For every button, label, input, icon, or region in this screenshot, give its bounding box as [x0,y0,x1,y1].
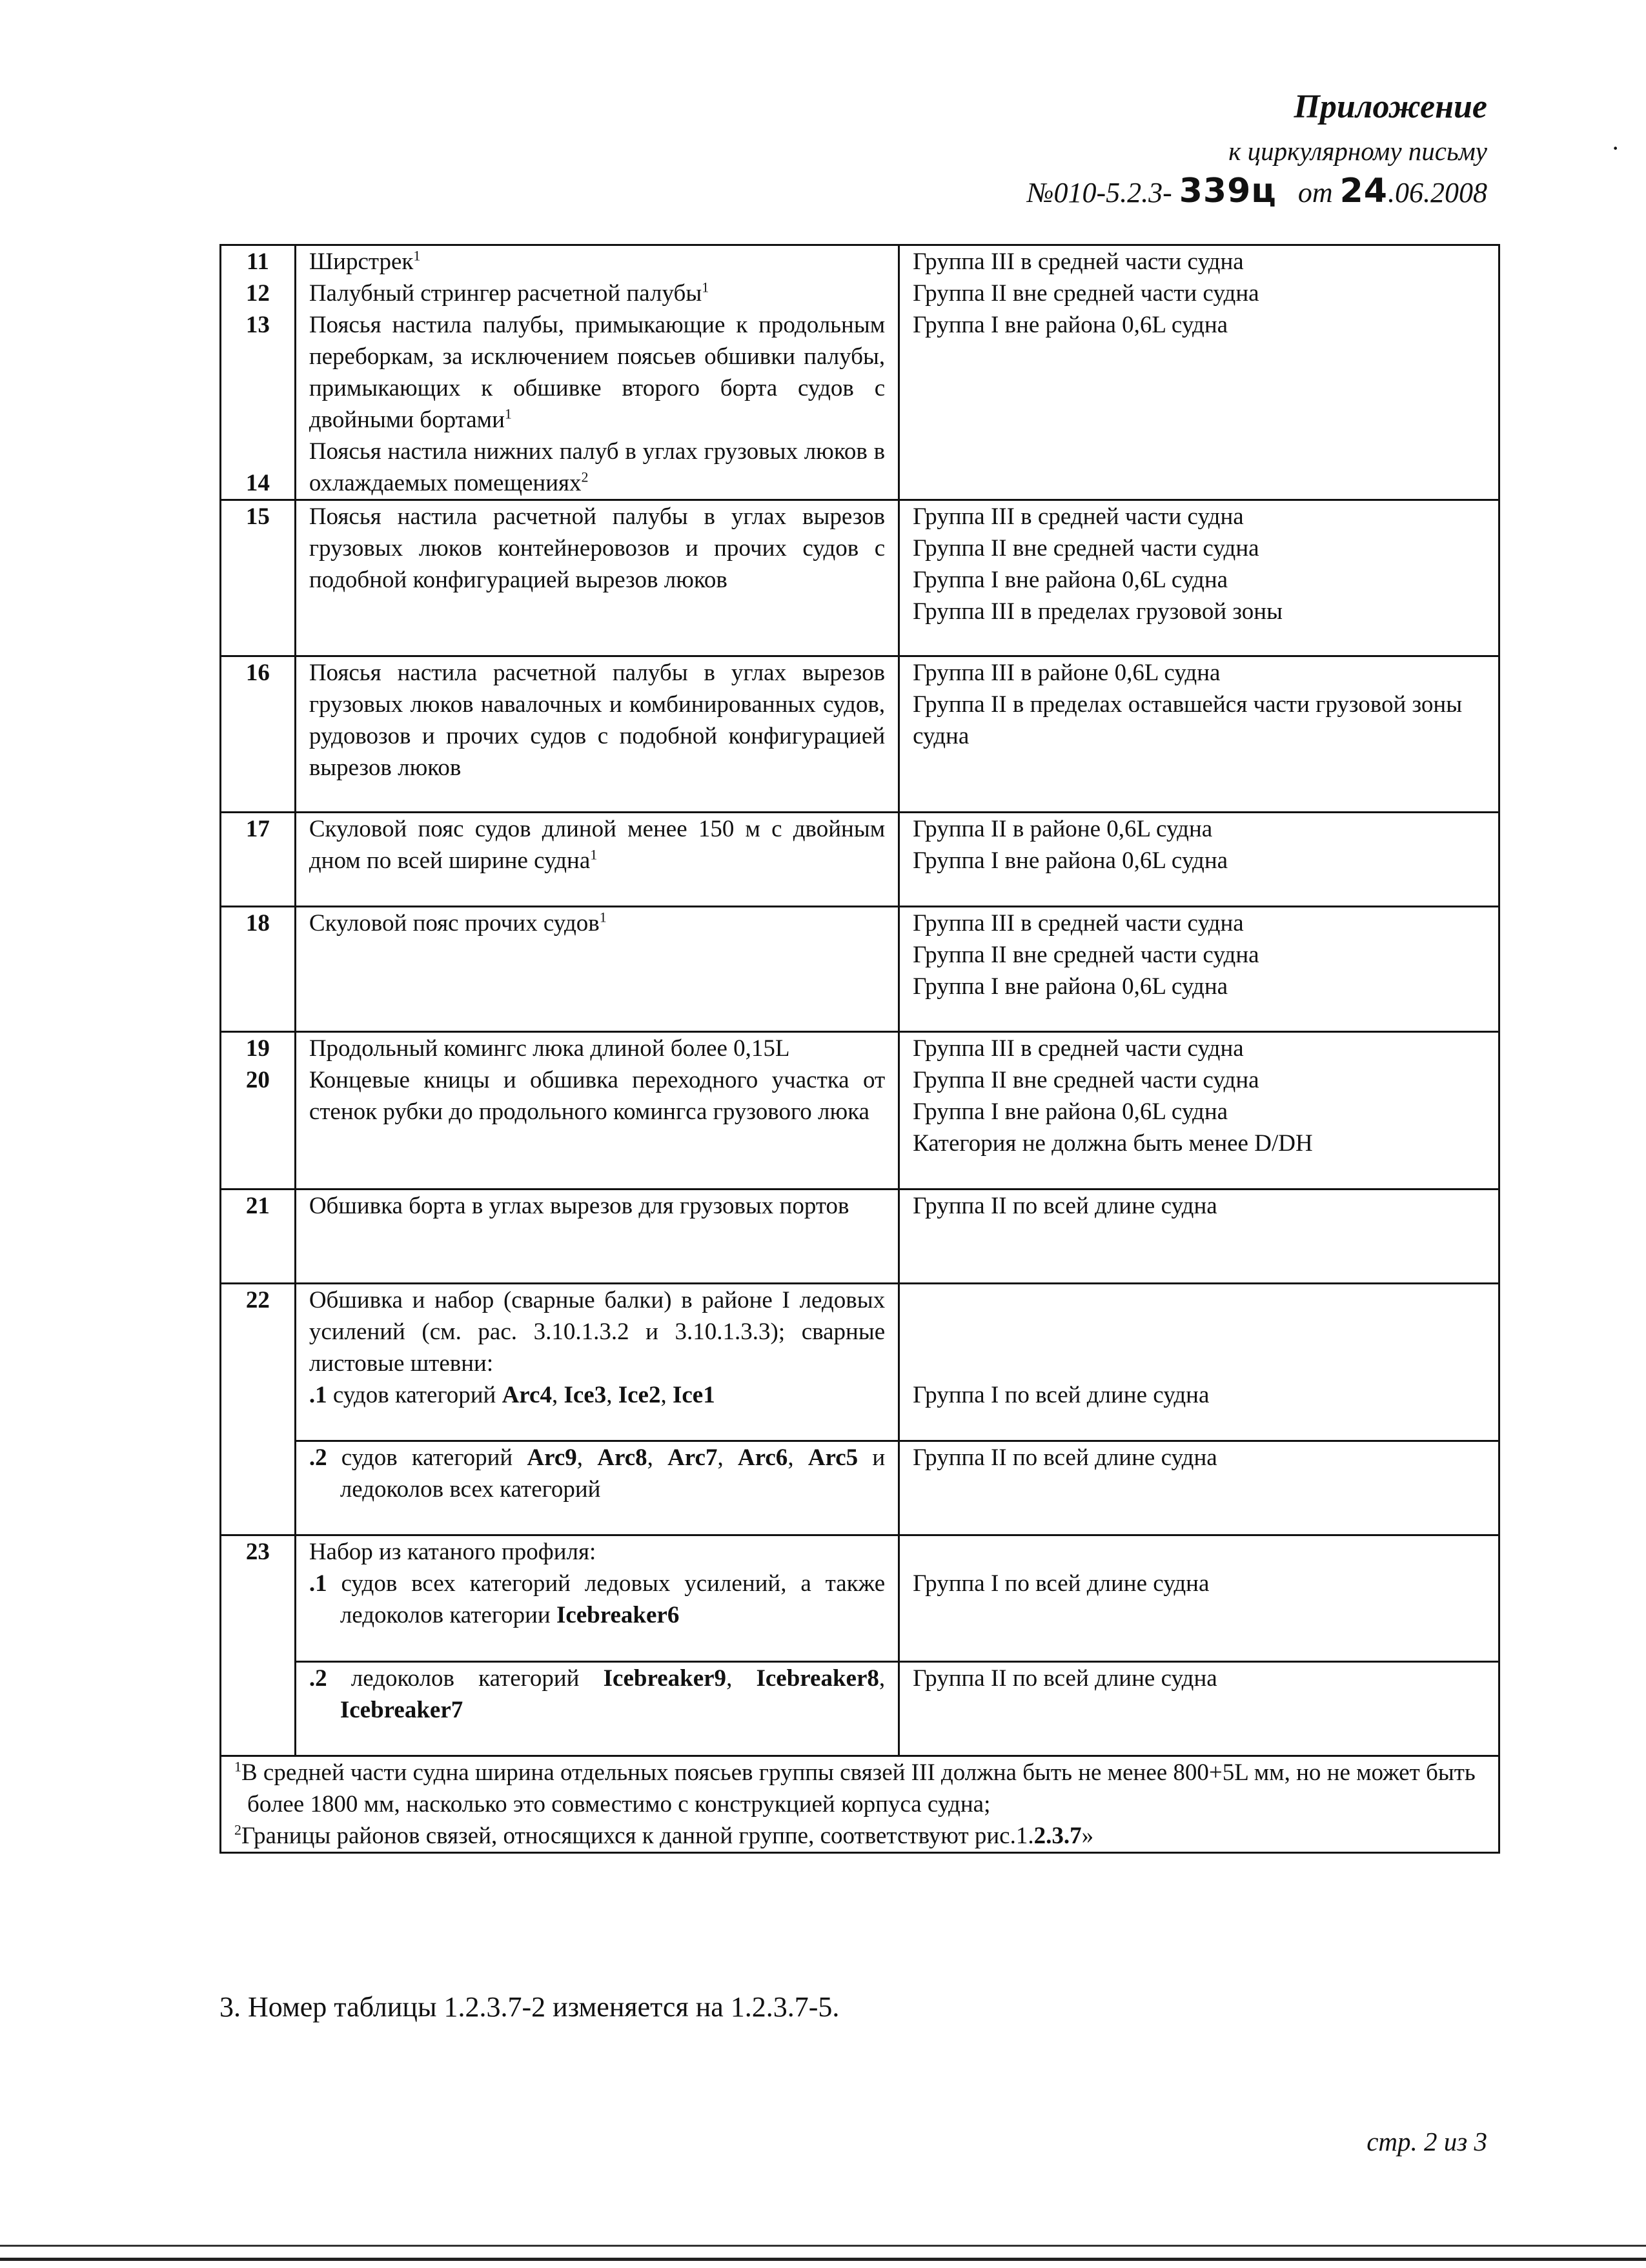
bottom-rule [0,2258,1646,2261]
stray-mark: · [1611,134,1620,163]
table-row [221,813,1499,907]
ref-from: от [1297,177,1333,208]
row-number-cell: 22 [221,1284,296,1535]
group-cell: Группа I по всей длине судна [899,1284,1499,1441]
table-row [221,1441,1499,1535]
group-cell: Группа III в средней части судна Группа II вне средней части судна Группа I вне района 0,6L судна [899,245,1499,500]
page-number: стр. 2 из 3 [1367,2127,1487,2156]
description-cell: Скуловой пояс судов длиной менее 150 м с двойным дном по всей ширине судна$^1$ [295,813,899,907]
handwritten-day: 24 [1339,172,1388,210]
group-cell: Группа II по всей длине судна [899,1662,1499,1756]
footnote-2: $^2$Границы районов связей, относящихся к данной группе, соответствуют рис.1.2.3.7» [234,1821,1094,1849]
structural-members-table [219,244,1500,1854]
description-cell: Набор из катаного профиля: .1 судов всех категорий ледовых усилений, а также ледоколов категории Icebreaker6 [295,1535,899,1662]
row-number-cell: 19 20 [221,1032,296,1190]
table-row [221,907,1499,1032]
table-row [221,245,1499,500]
group-cell: Группа I по всей длине судна [899,1535,1499,1662]
group-cell: Группа II по всей длине судна [899,1190,1499,1284]
row-number-cell: 15 [221,500,296,656]
letter-reference [1027,170,1487,214]
group-cell: Группа III в средней части судна Группа II вне средней части судна Группа I вне района 0,6L судна Группа III в пределах грузовой зоны [899,500,1499,656]
table-row [221,1190,1499,1284]
description-cell: Обшивка борта в углах вырезов для грузовых портов [295,1190,899,1284]
description-cell: Обшивка и набор (сварные балки) в районе I ледовых усилений (см. рас. 3.10.1.3.2 и 3.10.1.3.3); сварные листовые штевни: .1 судов категорий Arc4, Ice3, Ice2, Ice1 [295,1284,899,1441]
bottom-rule [0,2245,1646,2247]
description-cell: Скуловой пояс прочих судов$^1$ [295,907,899,1032]
footnote-1: $^1$В средней части судна ширина отдельных поясьев группы связей III должна быть не менее 800+5L мм, но не может быть более 1800 мм, насколько это совместимо с конструкцией корпуса судна; [234,1758,1476,1817]
description-cell: .2 ледоколов категорий Icebreaker9, Icebreaker8, Icebreaker7 [295,1662,899,1756]
row-number-cell: 23 [221,1535,296,1756]
handwritten-ref-number: 339ц [1179,172,1277,210]
row-number-cell: 16 [221,656,296,813]
table-row [221,1535,1499,1662]
group-cell: Группа II в районе 0,6L судна Группа I вне района 0,6L судна [899,813,1499,907]
table-row [221,1032,1499,1190]
table-row [221,1662,1499,1756]
amendment-item-3: 3. Номер таблицы 1.2.3.7-2 изменяется на 1.2.3.7-5. [219,1991,840,2023]
appendix-subtitle: к циркулярному письму [1228,136,1487,166]
table-row [221,500,1499,656]
description-cell: Продольный комингс люка длиной более 0,15L Концевые кницы и обшивка переходного участка от стенок рубки до продольного комингса грузового люка [295,1032,899,1190]
group-cell: Группа III в районе 0,6L судна Группа II в пределах оставшейся части грузовой зоны судна [899,656,1499,813]
group-cell: Группа III в средней части судна Группа II вне средней части судна Группа I вне района 0,6L судна Категория не должна быть менее D/DH [899,1032,1499,1190]
ref-date-rest: .06.2008 [1388,177,1487,208]
description-cell: Поясья настила расчетной палубы в углах вырезов грузовых люков контейнеровозов и прочих судов с подобной конфигурацией вырезов люков [295,500,899,656]
ref-prefix: №010-5.2.3- [1026,177,1172,208]
appendix-title: Приложение [1294,88,1487,125]
footnotes-cell [221,1756,1499,1853]
document-header [1027,83,1487,214]
group-cell: Группа II по всей длине судна [899,1441,1499,1535]
group-cell: Группа III в средней части судна Группа II вне средней части судна Группа I вне района 0,6L судна [899,907,1499,1032]
table-row [221,656,1499,813]
row-number-cell: 18 [221,907,296,1032]
table-row [221,1284,1499,1441]
description-cell: Поясья настила расчетной палубы в углах вырезов грузовых люков навалочных и комбинированных судов, рудовозов и прочих судов с подобной конфигурацией вырезов люков [295,656,899,813]
row-number-cell: 21 [221,1190,296,1284]
description-cell: .2 судов категорий Arc9, Arc8, Arc7, Arc6, Arc5 и ледоколов всех категорий [295,1441,899,1535]
footnotes-row [221,1756,1499,1853]
description-cell: Ширстрек$^1$ Палубный стрингер расчетной палубы$^1$ Поясья настила палубы, примыкающие к продольным переборкам, за исключением поясьев обшивки палубы, примыкающих к обшивке второго борта судов с двойными бортами$^1$ Поясья настила нижних палуб в углах грузовых люков в охлаждаемых помещениях$^2$ [295,245,899,500]
row-number-cell: 17 [221,813,296,907]
row-number-cell: 11 12 13 14 [221,245,296,500]
